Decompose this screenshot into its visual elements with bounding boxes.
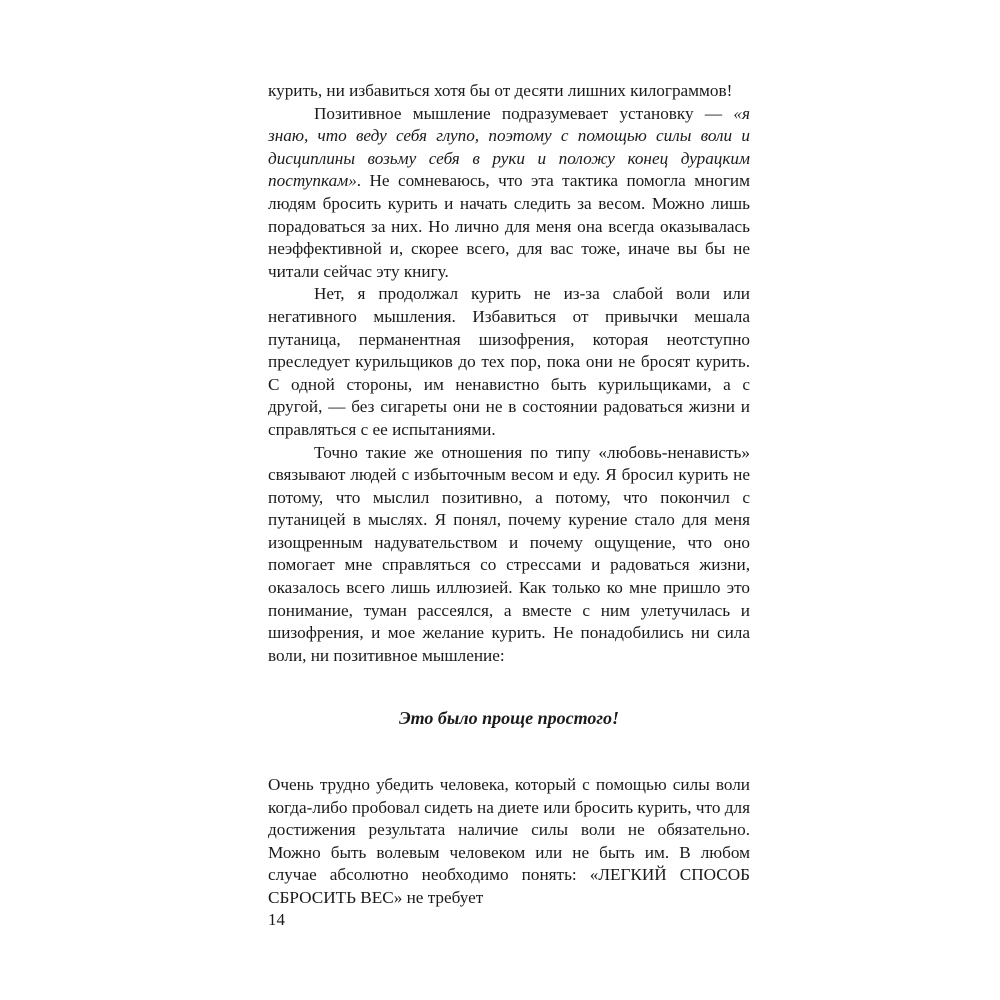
paragraph-2-quote: «я знаю, что веду себя глупо, поэтому с помощью силы воли и дисциплины возьму себя в руки и положу конец дурацким поступкам»	[268, 103, 750, 191]
page-body	[268, 80, 750, 910]
paragraph-4: Точно такие же отношения по типу «любовь-ненависть» связывают людей с избыточным весом и еду. Я бросил курить не потому, что мыслил позитивно, а потому, что покончил с путаницей в мыслях. Я понял, почему курение стало для меня изощренным надувательством и почему ощущение, что оно помогает мне справляться со стрессами и радоваться жизни, оказалось всего лишь иллюзией. Как только ко мне пришло это понимание, туман рассеялся, а вместе с ним улетучилась и шизофрения, и мое желание курить. Не понадобились ни сила воли, ни позитивное мышление:	[268, 442, 750, 665]
paragraph-2-end: . Не сомневаюсь, что эта тактика помогла многим людям бросить курить и начать следить за весом. Можно лишь порадоваться за них. Но лично для меня она всегда оказывалась неэффективной и, скорее всего, для вас тоже, иначе вы бы не читали сейчас эту книгу.	[268, 171, 750, 281]
paragraph-1: курить, ни избавиться хотя бы от десяти лишних килограммов!	[268, 81, 733, 100]
paragraph-5: Очень трудно убедить человека, который с помощью силы воли когда-либо пробовал сидеть на диете или бросить курить, что для достижения результата наличие силы воли не обязательно. Можно быть волевым человеком или не быть им. В любом случае абсолютно необходимо понять: «ЛЕГКИЙ СПОСОБ СБРОСИТЬ ВЕС» не требует	[268, 775, 750, 907]
paragraph-2-start: Позитивное мышление подразумевает установку —	[314, 103, 734, 123]
paragraph-3: Нет, я продолжал курить не из-за слабой воли или негативного мышления. Избавиться от привычки мешала путаница, перманентная шизофрения, которая неотступно преследует курильщиков до тех пор, пока они не бросят курить. С одной стороны, им ненавистно быть курильщиками, а с другой, — без сигареты они не в состоянии радоваться жизни и справляться с ее испытаниями.	[268, 284, 750, 439]
paragraph-2	[268, 103, 750, 284]
section-heading: Это было проще простого!	[398, 708, 620, 729]
page-number: 14	[268, 910, 285, 929]
